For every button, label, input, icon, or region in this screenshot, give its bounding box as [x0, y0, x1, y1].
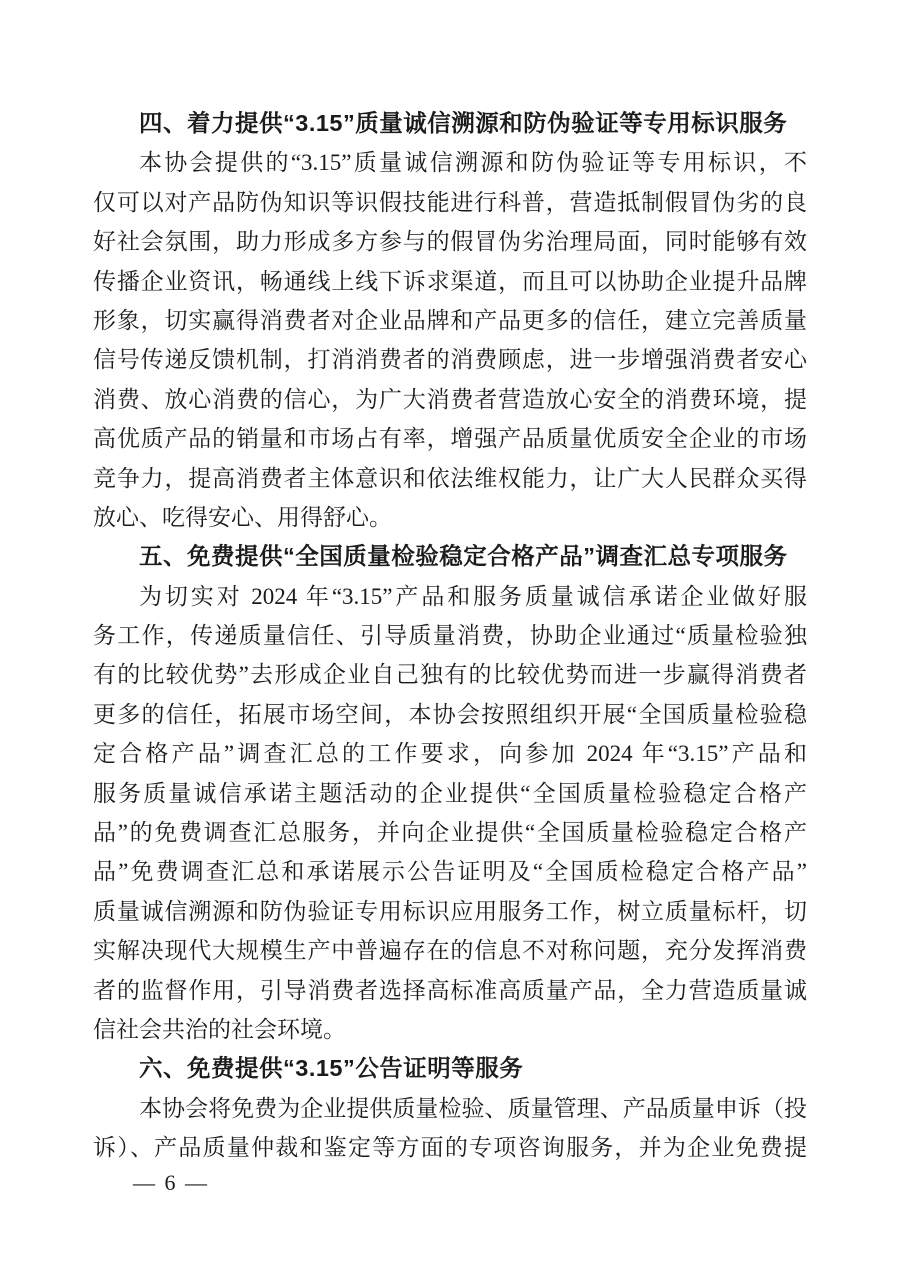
page-number: — 6 — [133, 1170, 209, 1195]
section-six [93, 1049, 807, 1167]
text-line: 实解决现代大规模生产中普遍存在的信息不对称问题，充分发挥消费 [93, 938, 807, 964]
text-line: 形象，切实赢得消费者对企业品牌和产品更多的信任，建立完善质量 [93, 307, 807, 333]
document-body [93, 104, 807, 1168]
text-line: 消费、放心消费的信心，为广大消费者营造放心安全的消费环境，提 [93, 386, 807, 412]
text-line: 品”免费调查汇总和承诺展示公告证明及“全国质检稳定合格产品” [93, 859, 807, 885]
text-line: 诉）、产品质量仲裁和鉴定等方面的专项咨询服务，并为企业免费提 [93, 1135, 807, 1161]
text-line: 仅可以对产品防伪知识等识假技能进行科普，营造抵制假冒伪劣的良 [93, 189, 807, 215]
text-line: 信社会共治的社会环境。 [93, 1016, 346, 1042]
text-line: 更多的信任，拓展市场空间，本协会按照组织开展“全国质量检验稳 [93, 701, 807, 727]
section-heading: 四、着力提供“3.15”质量诚信溯源和防伪验证等专用标识服务 [139, 110, 788, 136]
text-line: 好社会氛围，助力形成多方参与的假冒伪劣治理局面，同时能够有效 [93, 229, 807, 255]
text-line: 定合格产品”调查汇总的工作要求，向参加 2024 年“3.15”产品和 [93, 741, 807, 767]
text-line: 传播企业资讯，畅通线上线下诉求渠道，而且可以协助企业提升品牌 [93, 268, 807, 294]
text-line: 高优质产品的销量和市场占有率，增强产品质量优质安全企业的市场 [93, 426, 807, 452]
text-line: 务工作，传递质量信任、引导质量消费，协助企业通过“质量检验独 [93, 623, 807, 649]
text-line: 本协会将免费为企业提供质量检验、质量管理、产品质量申诉（投 [139, 1095, 807, 1121]
section-heading: 六、免费提供“3.15”公告证明等服务 [139, 1055, 524, 1082]
section-five [93, 537, 807, 1049]
text-line: 品”的免费调查汇总服务，并向企业提供“全国质量检验稳定合格产 [93, 820, 807, 846]
text-line: 为切实对 2024 年“3.15”产品和服务质量诚信承诺企业做好服 [139, 583, 807, 609]
text-line: 信号传递反馈机制，打消消费者的消费顾虑，进一步增强消费者安心 [93, 347, 807, 373]
text-line: 放心、吃得安心、用得舒心。 [93, 504, 392, 530]
text-line: 有的比较优势”去形成企业自己独有的比较优势而进一步赢得消费者 [93, 662, 807, 688]
section-heading: 五、免费提供“全国质量检验稳定合格产品”调查汇总专项服务 [139, 543, 788, 570]
text-line: 服务质量诚信承诺主题活动的企业提供“全国质量检验稳定合格产 [93, 780, 807, 806]
text-line: 者的监督作用，引导消费者选择高标准高质量产品，全力营造质量诚 [93, 977, 807, 1003]
text-line: 质量诚信溯源和防伪验证专用标识应用服务工作，树立质量标杆，切 [93, 898, 807, 924]
text-line: 竞争力，提高消费者主体意识和依法维权能力，让广大人民群众买得 [93, 465, 807, 491]
section-four [93, 104, 807, 537]
text-line: 本协会提供的“3.15”质量诚信溯源和防伪验证等专用标识，不 [139, 150, 807, 176]
